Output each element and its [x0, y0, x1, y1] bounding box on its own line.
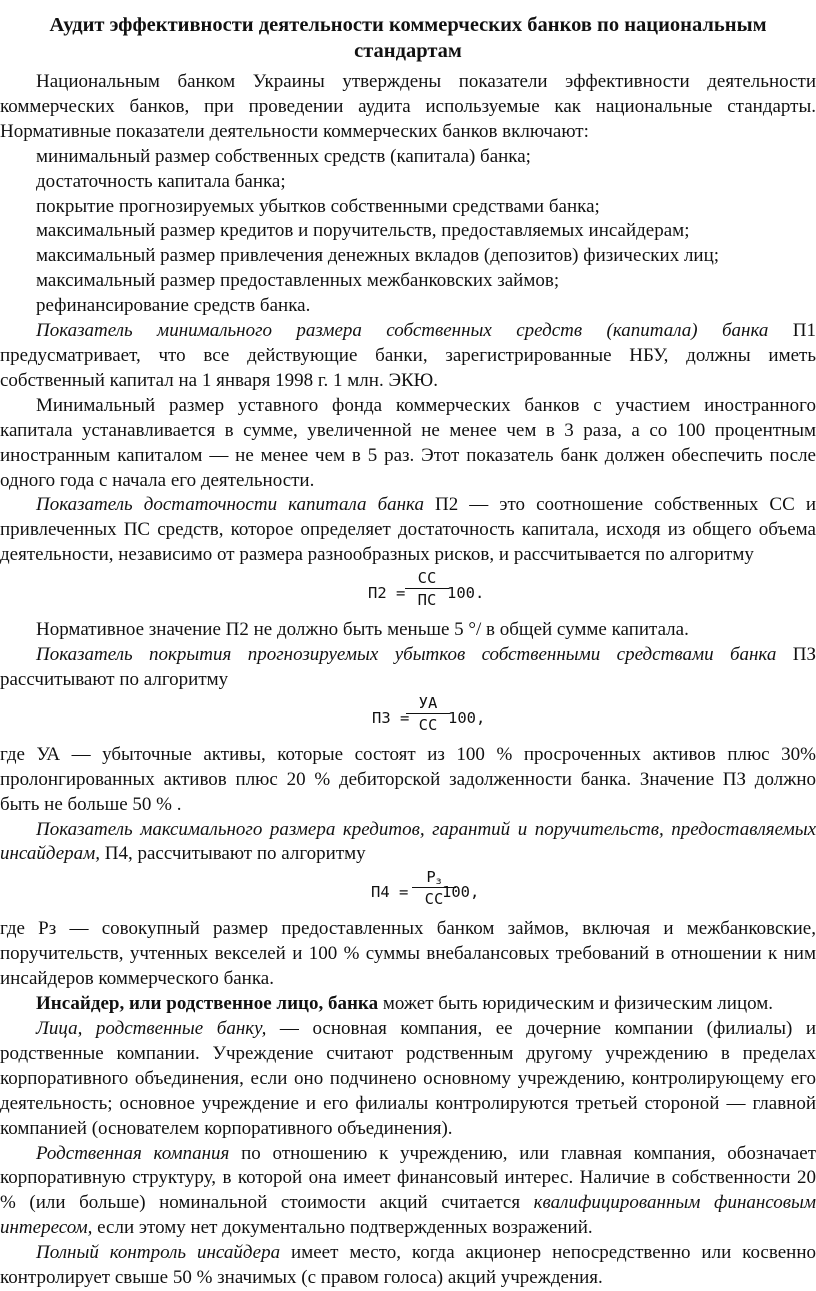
related-persons-text: — основная компания, ее дочерние компании (филиалы) и родственные компании. Учреждение считают родственным другому учреждению в пределах корпоративного объединения, если оно подчинено основному учреждению, контролирующему его деятельность; основное учреждение и его филиалы контролируются третьей стороной — главной компанией (основателем корпоративного объединения).	[0, 1018, 816, 1139]
p2-term: Показатель достаточности капитала банка	[36, 494, 424, 516]
p3-term: Показатель покрытия прогнозируемых убытков собственными средствами банка	[36, 644, 777, 666]
list-item: достаточность капитала банка;	[36, 170, 286, 192]
related-persons-paragraph	[0, 1017, 816, 1142]
intro-paragraph: Национальным банком Украины утверждены показатели эффективности деятельности коммерческих банков, при проведении аудита используемые как национальные стандарты. Нормативные показатели деятельности коммерческих банков включают:	[0, 71, 816, 142]
formula-rhs: 100,	[442, 883, 480, 902]
full-control-paragraph	[0, 1241, 816, 1291]
formula-numerator: УА	[406, 693, 450, 714]
p4-text: П4, рассчитывают по алгоритму	[100, 843, 366, 865]
rz-definition-paragraph: где Рз — совокупный размер предоставленных банком займов, включая и межбанковские, поручительств, учтенных векселей и 100 % суммы внебалансовых требований в отношении к ним инсайдеров коммерческого банка.	[0, 918, 816, 990]
p4-term: Показатель максимального размера кредитов, гарантий и поручительств, предоставляемых инсайдерам,	[0, 818, 816, 865]
p2-text: П2 — это соотношение собственных СС и привлеченных ПС средств, которое определяет достаточность капитала, исходя из общего объема деятельности, независимо от размера разнообразных рисков, и рассчитывается по алгоритму	[0, 494, 816, 566]
formula-denominator: ПС	[417, 591, 437, 610]
formula-lhs: П2 =	[368, 584, 406, 603]
formula-lhs: П4 =	[371, 883, 409, 902]
formula-rhs: 100,	[448, 708, 486, 727]
insider-paragraph	[0, 992, 816, 1017]
p2-norm-paragraph: Нормативное значение П2 не должно быть меньше 5 °/ в общей сумме капитала.	[36, 619, 689, 641]
related-company-paragraph	[0, 1142, 816, 1242]
formula-fraction	[406, 693, 450, 736]
p1-text: П1 предусматривает, что все действующие банки, зарегистрированные НБУ, должны иметь собственный капитал на 1 января 1998 г. 1 млн. ЭКЮ.	[0, 320, 816, 391]
formula-numerator-letter: Р	[426, 868, 436, 887]
list-item: максимальный размер привлечения денежных вкладов (депозитов) физических лиц;	[36, 245, 720, 267]
formula-denominator: СС	[424, 890, 444, 909]
related-company-term: Родственная компания	[36, 1142, 230, 1164]
full-control-term: Полный контроль инсайдера	[36, 1242, 281, 1264]
list-item: максимальный размер предоставленных межбанковских займов;	[36, 270, 560, 292]
formula-p2	[0, 568, 816, 618]
list-item: рефинансирование средств банка.	[36, 295, 311, 317]
related-persons-term: Лица, родственные банку,	[36, 1018, 267, 1039]
formula-numerator: СС	[405, 568, 449, 589]
insider-term: Инсайдер, или родственное лицо, банка	[36, 993, 379, 1015]
p1-paragraph	[0, 319, 816, 394]
p3-paragraph	[0, 643, 816, 693]
formula-fraction	[405, 568, 449, 611]
qualified-interest-term: квалифицированным финансовым интересом,	[0, 1192, 816, 1239]
p3-text: ПЗ рассчитывают по алгоритму	[0, 644, 816, 690]
formula-lhs: ПЗ =	[372, 708, 410, 727]
list-item: максимальный размер кредитов и поручительств, предоставляемых инсайдерам;	[36, 220, 690, 242]
full-control-text: имеет место, когда акционер непосредственно или косвенно контролирует свыше 50 % значимых (с правом голоса) акций учреждения.	[0, 1242, 816, 1289]
formula-p3	[0, 693, 816, 743]
list-item: покрытие прогнозируемых убытков собственными средствами банка;	[36, 195, 600, 217]
related-company-text-end: если этому нет документально подтвержденных возражений.	[92, 1217, 593, 1239]
p4-paragraph	[0, 818, 816, 868]
page-title: Аудит эффективности деятельности коммерческих банков по национальным стандартам	[49, 14, 767, 62]
formula-rhs: 100.	[447, 584, 485, 603]
insider-text: может быть юридическим и физическим лицом.	[378, 993, 774, 1015]
ua-definition-paragraph: где УА — убыточные активы, которые состоят из 100 % просроченных активов плюс 30% пролонгированных активов плюс 20 % дебиторской задолженности банка. Значение ПЗ должно быть не больше 50 % .	[0, 743, 816, 815]
list-item: минимальный размер собственных средств (капитала) банка;	[36, 145, 531, 167]
formula-p4	[0, 867, 816, 917]
p2-paragraph	[0, 493, 816, 568]
formula-denominator: СС	[418, 715, 438, 734]
foreign-capital-paragraph: Минимальный размер уставного фонда коммерческих банков с участием иностранного капитала устанавливается в сумме, увеличенной не менее чем в 3 раза, а со 100 процентным иностранным капиталом — не менее чем в 5 раз. Этот показатель банк должен обеспечить после одного года с начала его деятельности.	[0, 394, 816, 491]
related-company-text: по отношению к учреждению, или главная компания, обозначает корпоративную структуру, в которой она имеет финансовый интерес. Наличие в собственности 20 % (или больше) номинальной стоимости акций считается	[0, 1142, 816, 1214]
formula-numerator-subscript: з	[435, 876, 442, 888]
p1-term: Показатель минимального размера собственных средств (капитала) банка	[36, 320, 769, 342]
